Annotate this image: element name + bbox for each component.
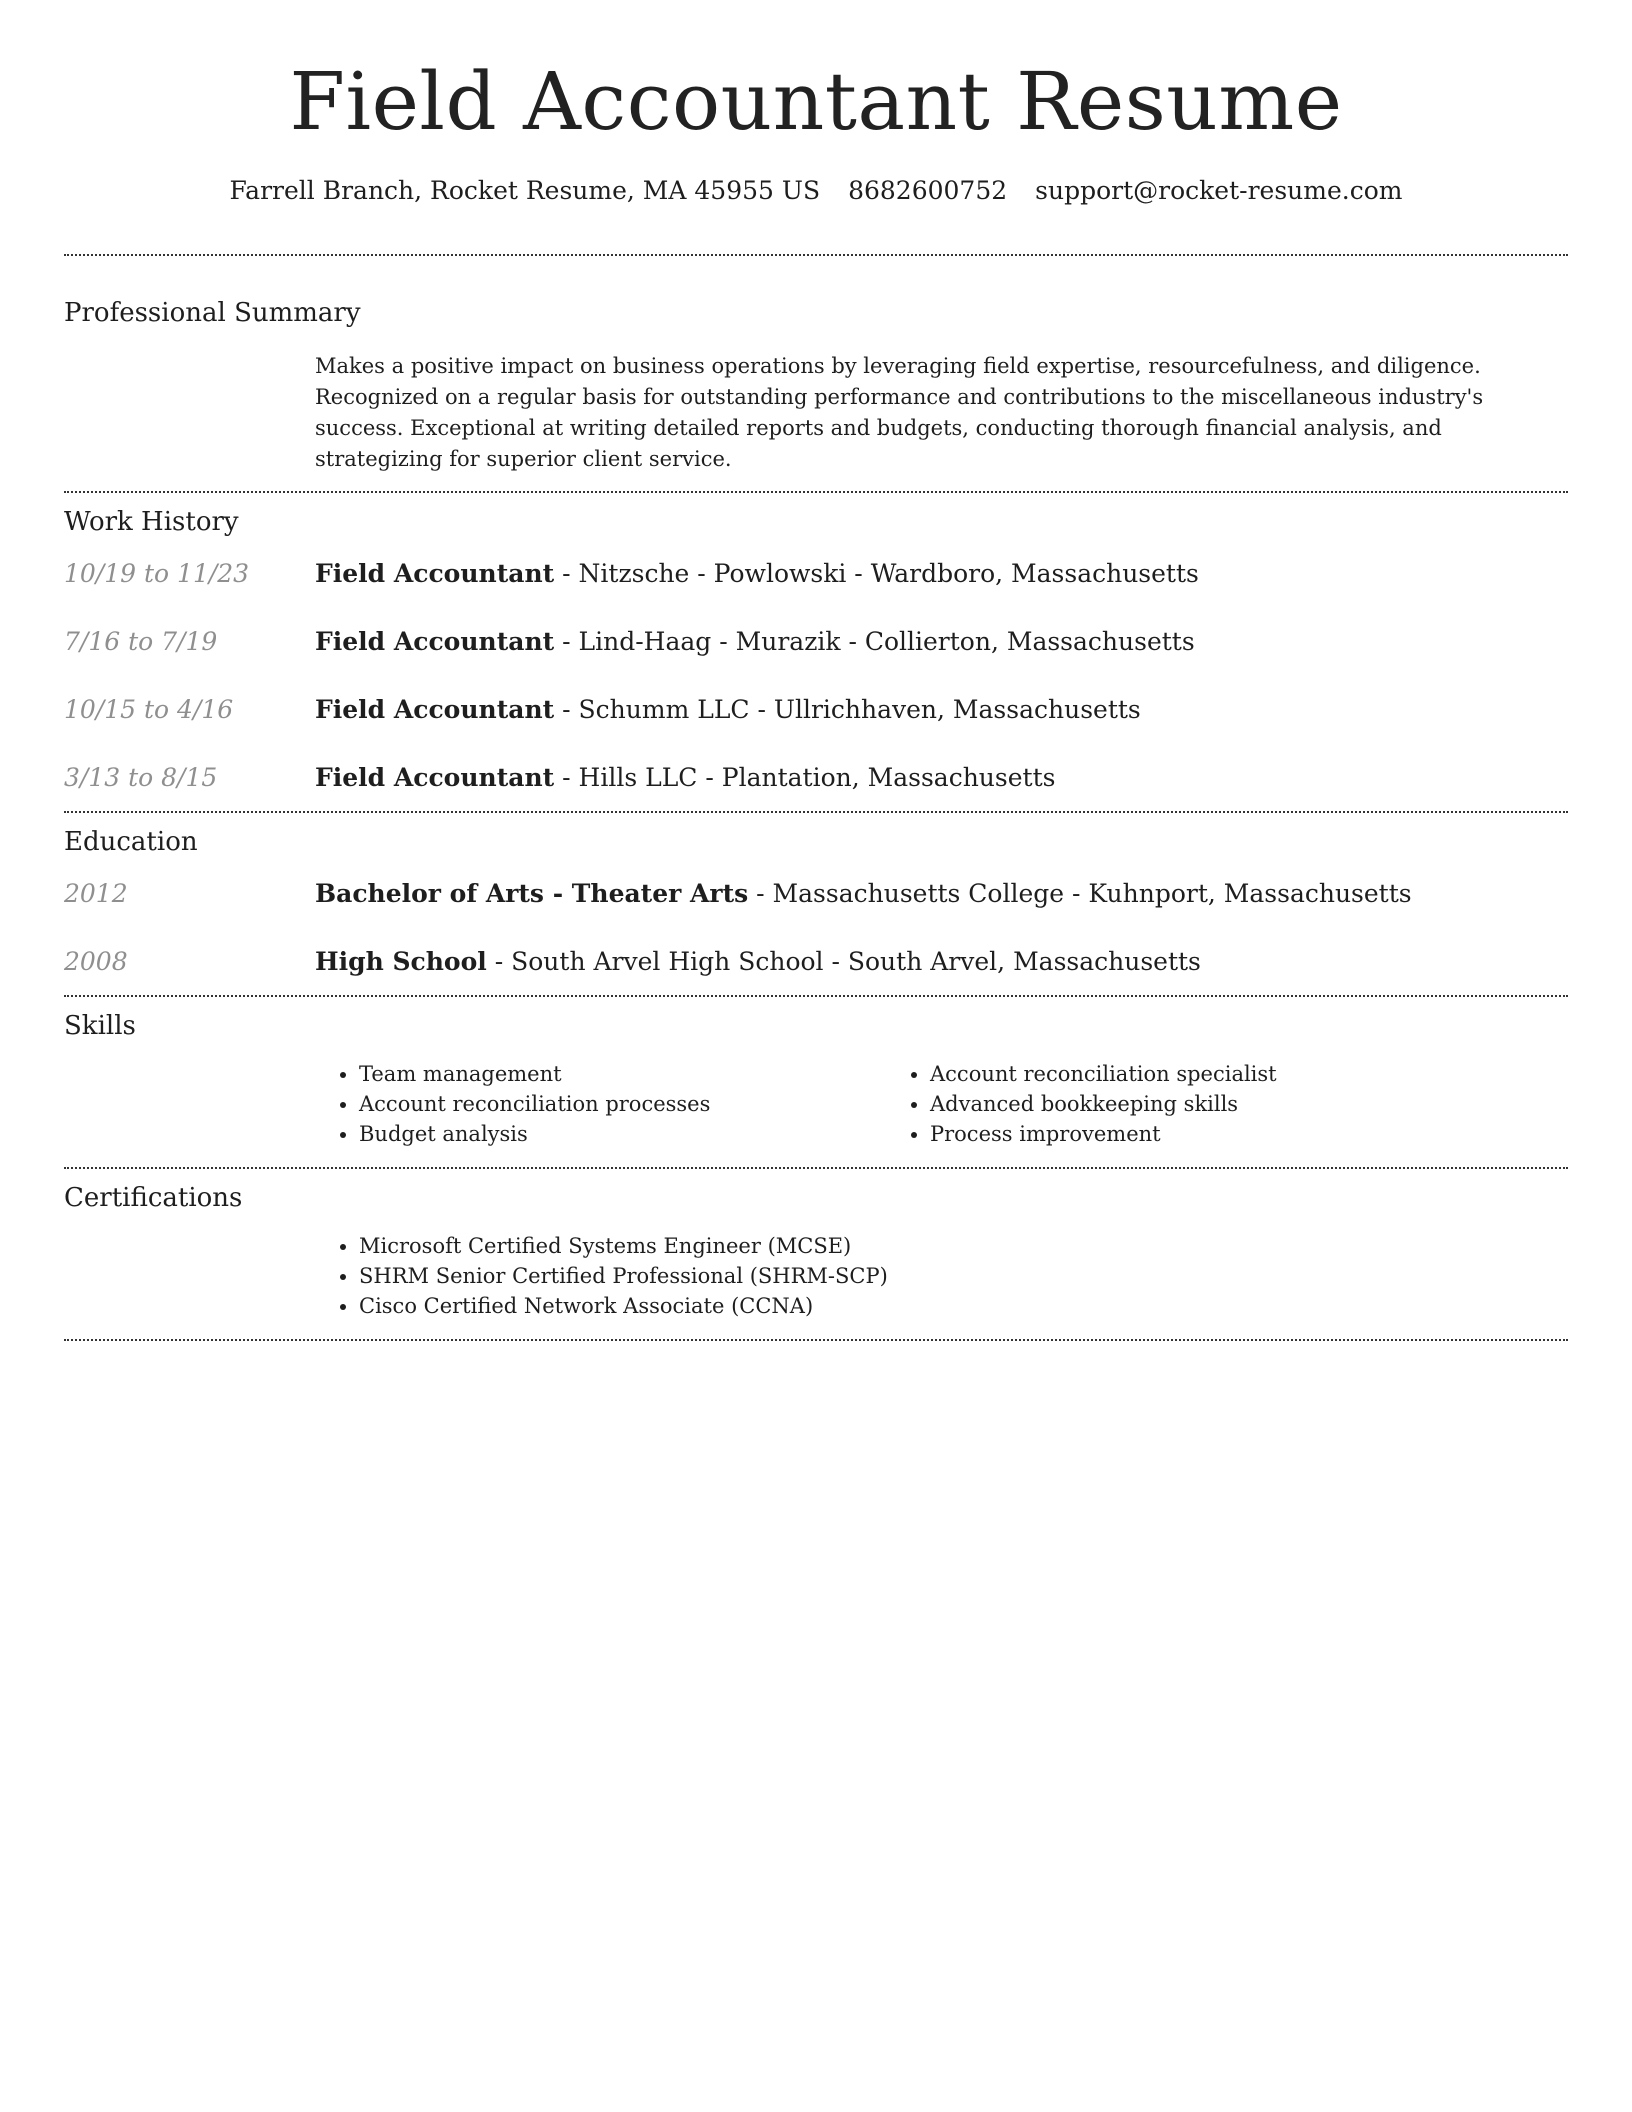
skill-item: • Advanced bookkeeping skills	[930, 1089, 1486, 1119]
contact-email: support@rocket-resume.com	[1035, 176, 1403, 205]
education-date: 2012	[64, 879, 128, 908]
work-details	[315, 761, 1055, 795]
skill-item: • Process improvement	[930, 1119, 1486, 1149]
work-details	[315, 693, 1141, 727]
work-dates: 3/13 to 8/15	[64, 763, 218, 792]
work-entry	[64, 557, 1568, 625]
divider	[64, 254, 1568, 256]
skills-list-right	[886, 1059, 1486, 1149]
job-title: Field Accountant	[315, 627, 555, 656]
education-entry	[64, 945, 1568, 987]
skill-item: • Account reconciliation processes	[359, 1089, 886, 1119]
resume-title: Field Accountant Resume	[289, 55, 1343, 148]
work-dates: 10/19 to 11/23	[64, 559, 250, 588]
resume-page	[64, 0, 1568, 1341]
divider	[64, 811, 1568, 813]
divider	[64, 1339, 1568, 1341]
education-heading: Education	[64, 827, 198, 857]
education-list	[64, 877, 1568, 987]
employer-location: - Lind-Haag - Murazik - Collierton, Massachusetts	[554, 627, 1195, 656]
employer-location: - Nitzsche - Powlowski - Wardboro, Massachusetts	[554, 559, 1199, 588]
job-title: Field Accountant	[315, 559, 555, 588]
work-entry	[64, 761, 1568, 803]
certifications-list	[315, 1231, 1568, 1321]
contact-address: Farrell Branch, Rocket Resume, MA 45955 US	[229, 176, 821, 205]
skills-columns	[315, 1059, 1568, 1149]
skill-item: • Budget analysis	[359, 1119, 886, 1149]
contact-line	[64, 174, 1568, 208]
education-details	[315, 877, 1412, 911]
certifications-block	[315, 1231, 1568, 1321]
school-location: - South Arvel High School - South Arvel, Massachusetts	[486, 947, 1201, 976]
skills-heading: Skills	[64, 1011, 136, 1041]
work-history-section	[64, 505, 1568, 803]
work-dates: 10/15 to 4/16	[64, 695, 234, 724]
divider	[64, 995, 1568, 997]
work-entry	[64, 693, 1568, 761]
work-history-heading: Work History	[64, 507, 239, 537]
education-date: 2008	[64, 947, 128, 976]
certification-item: • Cisco Certified Network Associate (CCNA)	[359, 1291, 1568, 1321]
summary-heading: Professional Summary	[64, 298, 361, 328]
work-details	[315, 557, 1199, 591]
certification-item: • SHRM Senior Certified Professional (SHRM-SCP)	[359, 1261, 1568, 1291]
skill-item: • Team management	[359, 1059, 886, 1089]
degree: Bachelor of Arts - Theater Arts	[315, 879, 749, 908]
work-dates: 7/16 to 7/19	[64, 627, 218, 656]
skill-item: • Account reconciliation specialist	[930, 1059, 1486, 1089]
degree: High School	[315, 947, 487, 976]
certifications-heading: Certifications	[64, 1183, 243, 1213]
skills-section	[64, 1009, 1568, 1149]
education-entry	[64, 877, 1568, 945]
employer-location: - Schumm LLC - Ullrichhaven, Massachusetts	[554, 695, 1141, 724]
divider	[64, 1167, 1568, 1169]
work-history-list	[64, 557, 1568, 803]
education-section	[64, 825, 1568, 987]
school-location: - Massachusetts College - Kuhnport, Massachusetts	[748, 879, 1412, 908]
education-details	[315, 945, 1201, 979]
employer-location: - Hills LLC - Plantation, Massachusetts	[554, 763, 1056, 792]
work-entry	[64, 625, 1568, 693]
work-details	[315, 625, 1195, 659]
job-title: Field Accountant	[315, 695, 555, 724]
divider	[64, 491, 1568, 493]
certification-item: • Microsoft Certified Systems Engineer (MCSE)	[359, 1231, 1568, 1261]
summary-section	[64, 296, 1568, 475]
contact-phone: 8682600752	[848, 176, 1008, 205]
certifications-section	[64, 1181, 1568, 1321]
skills-list-left	[315, 1059, 886, 1149]
summary-text: Makes a positive impact on business operations by leveraging field expertise, resourcefulness, and diligence. Recognized on a regular basis for outstanding performance and contributions to the miscellaneous industry's success. Exceptional at writing detailed reports and budgets, conducting thorough financial analysis, and strategizing for superior client service.	[315, 354, 1484, 471]
job-title: Field Accountant	[315, 763, 555, 792]
